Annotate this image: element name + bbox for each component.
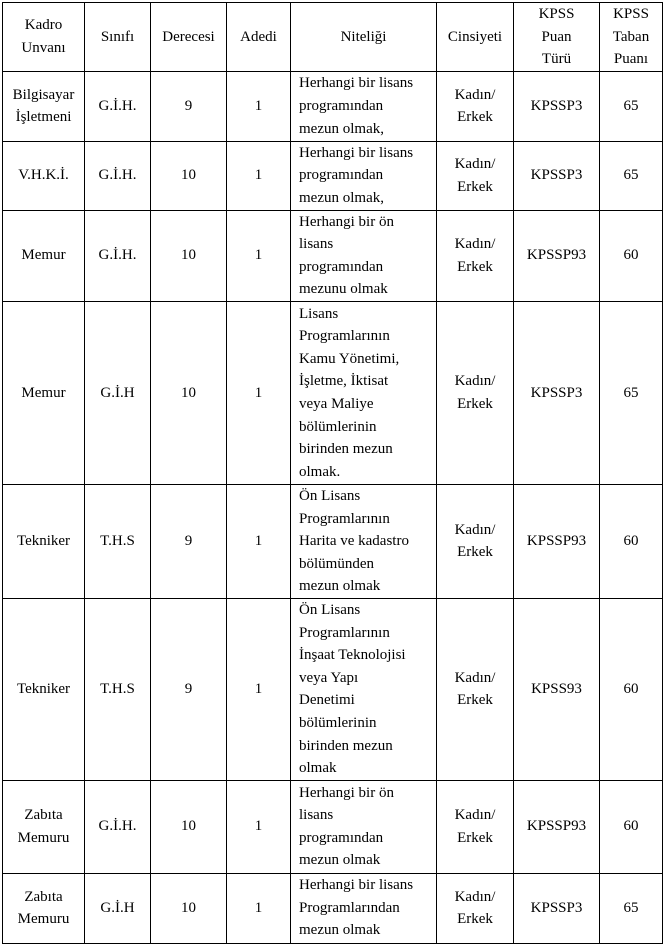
cell-adedi: 1 [227, 873, 291, 943]
cell-cinsiyeti: Kadın/ Erkek [437, 598, 514, 780]
header-niteligi: Niteliği [291, 3, 437, 72]
cell-adedi: 1 [227, 780, 291, 873]
cell-cinsiyeti: Kadın/ Erkek [437, 780, 514, 873]
kadro-table [2, 2, 663, 944]
cell-kpss-puan-turu: KPSSP3 [514, 71, 600, 141]
cell-adedi: 1 [227, 71, 291, 141]
cell-derecesi: 9 [151, 484, 227, 598]
cell-derecesi: 10 [151, 301, 227, 484]
cell-sinifi: G.İ.H. [85, 780, 151, 873]
cell-kadro-unvani: V.H.K.İ. [3, 141, 85, 210]
header-cinsiyeti: Cinsiyeti [437, 3, 514, 72]
cell-cinsiyeti: Kadın/ Erkek [437, 71, 514, 141]
cell-adedi: 1 [227, 210, 291, 301]
cell-kpss-puan-turu: KPSS93 [514, 598, 600, 780]
table-row [3, 141, 663, 210]
cell-niteligi: Ön Lisans Programlarının Harita ve kadastro bölümünden mezun olmak [291, 484, 437, 598]
cell-adedi: 1 [227, 484, 291, 598]
cell-sinifi: G.İ.H [85, 873, 151, 943]
cell-kpss-taban-puani: 60 [600, 484, 663, 598]
table-row [3, 873, 663, 943]
table-row [3, 484, 663, 598]
header-adedi: Adedi [227, 3, 291, 72]
cell-sinifi: T.H.S [85, 598, 151, 780]
cell-niteligi: Herhangi bir ön lisans programından mezunu olmak [291, 210, 437, 301]
cell-kpss-taban-puani: 60 [600, 780, 663, 873]
header-row [3, 3, 663, 72]
cell-sinifi: G.İ.H [85, 301, 151, 484]
cell-derecesi: 10 [151, 141, 227, 210]
cell-niteligi: Ön Lisans Programlarının İnşaat Teknolojisi veya Yapı Denetimi bölümlerinin birinden mezun olmak [291, 598, 437, 780]
cell-derecesi: 10 [151, 210, 227, 301]
cell-niteligi: Herhangi bir lisans programından mezun olmak, [291, 71, 437, 141]
cell-niteligi: Herhangi bir lisans Programlarından mezun olmak [291, 873, 437, 943]
cell-adedi: 1 [227, 141, 291, 210]
cell-kadro-unvani: Zabıta Memuru [3, 873, 85, 943]
cell-kpss-taban-puani: 65 [600, 71, 663, 141]
cell-derecesi: 10 [151, 780, 227, 873]
table-row [3, 301, 663, 484]
header-kpss-taban-puani: KPSS Taban Puanı [600, 3, 663, 72]
cell-kpss-puan-turu: KPSSP93 [514, 780, 600, 873]
cell-derecesi: 9 [151, 598, 227, 780]
cell-adedi: 1 [227, 598, 291, 780]
table-row [3, 780, 663, 873]
cell-cinsiyeti: Kadın/ Erkek [437, 141, 514, 210]
cell-derecesi: 9 [151, 71, 227, 141]
header-kadro-unvani: Kadro Unvanı [3, 3, 85, 72]
cell-sinifi: G.İ.H. [85, 71, 151, 141]
cell-sinifi: G.İ.H. [85, 210, 151, 301]
cell-kpss-puan-turu: KPSSP3 [514, 141, 600, 210]
cell-kpss-taban-puani: 65 [600, 301, 663, 484]
cell-niteligi: Herhangi bir lisans programından mezun olmak, [291, 141, 437, 210]
table-row [3, 210, 663, 301]
cell-kadro-unvani: Memur [3, 301, 85, 484]
cell-derecesi: 10 [151, 873, 227, 943]
cell-niteligi: Lisans Programlarının Kamu Yönetimi, İşletme, İktisat veya Maliye bölümlerinin birinden mezun olmak. [291, 301, 437, 484]
cell-kadro-unvani: Tekniker [3, 484, 85, 598]
cell-kpss-puan-turu: KPSSP3 [514, 873, 600, 943]
cell-niteligi: Herhangi bir ön lisans programından mezun olmak [291, 780, 437, 873]
header-derecesi: Derecesi [151, 3, 227, 72]
cell-kpss-taban-puani: 60 [600, 598, 663, 780]
cell-kpss-puan-turu: KPSSP93 [514, 484, 600, 598]
cell-cinsiyeti: Kadın/ Erkek [437, 301, 514, 484]
cell-kadro-unvani: Tekniker [3, 598, 85, 780]
cell-kpss-taban-puani: 65 [600, 873, 663, 943]
cell-kpss-puan-turu: KPSSP3 [514, 301, 600, 484]
table-body [3, 71, 663, 943]
cell-kadro-unvani: Bilgisayar İşletmeni [3, 71, 85, 141]
header-kpss-puan-turu: KPSS Puan Türü [514, 3, 600, 72]
table-header [3, 3, 663, 72]
cell-sinifi: T.H.S [85, 484, 151, 598]
cell-cinsiyeti: Kadın/ Erkek [437, 484, 514, 598]
cell-cinsiyeti: Kadın/ Erkek [437, 210, 514, 301]
header-sinifi: Sınıfı [85, 3, 151, 72]
cell-adedi: 1 [227, 301, 291, 484]
cell-kpss-taban-puani: 65 [600, 141, 663, 210]
cell-sinifi: G.İ.H. [85, 141, 151, 210]
cell-kpss-puan-turu: KPSSP93 [514, 210, 600, 301]
table-row [3, 598, 663, 780]
cell-kadro-unvani: Zabıta Memuru [3, 780, 85, 873]
cell-kpss-taban-puani: 60 [600, 210, 663, 301]
cell-kadro-unvani: Memur [3, 210, 85, 301]
cell-cinsiyeti: Kadın/ Erkek [437, 873, 514, 943]
table-row [3, 71, 663, 141]
